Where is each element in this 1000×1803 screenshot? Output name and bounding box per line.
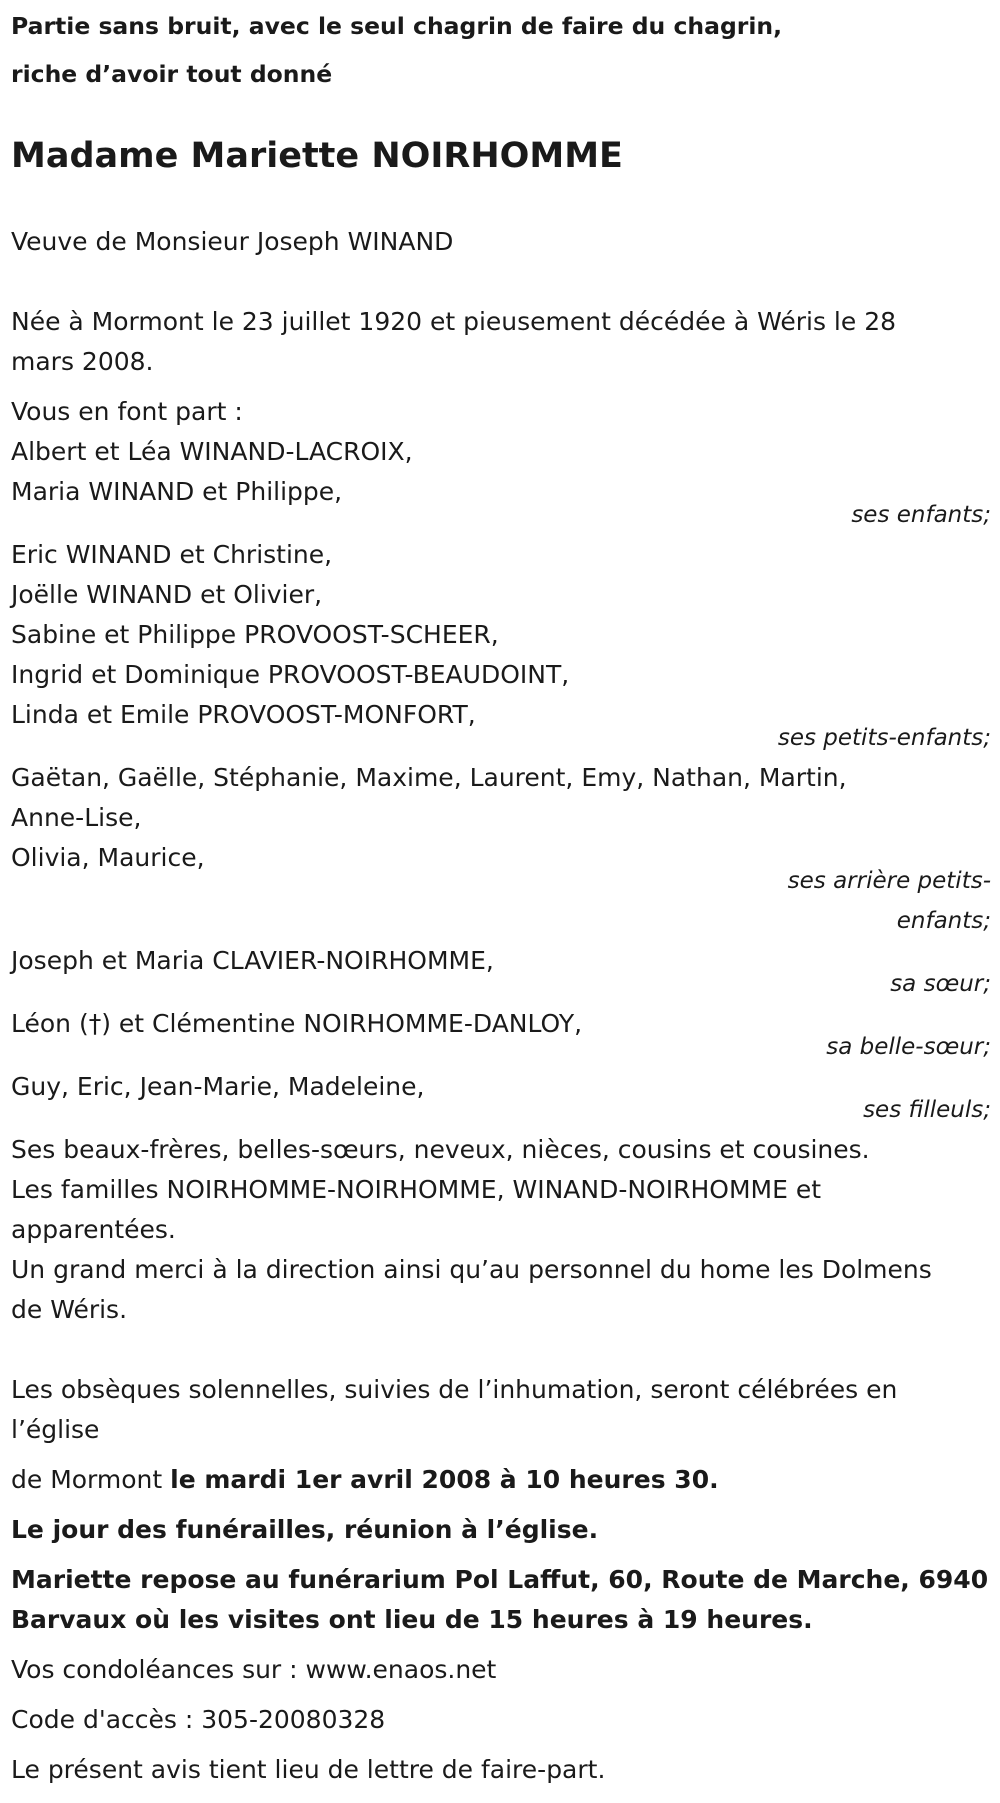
access-code: Code d'accès : 305-20080328 [11, 1705, 386, 1734]
family-line: Guy, Eric, Jean-Marie, Madeleine, [11, 1072, 425, 1101]
relation-label: ses petits-enfants; [777, 725, 991, 751]
funeral-date-time: le mardi 1er avril 2008 à 10 heures 30. [170, 1465, 719, 1494]
family-line: Sabine et Philippe PROVOOST-SCHEER, [11, 620, 499, 649]
relation-label: ses enfants; [851, 502, 991, 528]
family-line: Ingrid et Dominique PROVOOST-BEAUDOINT, [11, 660, 570, 689]
funeral-place: de Mormont [11, 1465, 171, 1494]
birth-death-line-1: Née à Mormont le 23 juillet 1920 et pieusement décédée à Wéris le 28 [11, 307, 897, 336]
condolences: Vos condoléances sur : www.enaos.net [11, 1655, 497, 1684]
family-line: Anne-Lise, [11, 803, 142, 832]
relation-label: ses filleuls; [863, 1097, 991, 1123]
widow-of: Veuve de Monsieur Joseph WINAND [11, 227, 454, 256]
epigraph-line-2: riche d’avoir tout donné [11, 60, 333, 88]
extended-family-line: de Wéris. [11, 1295, 128, 1324]
extended-family-line: Les familles NOIRHOMME-NOIRHOMME, WINAND-NOIRHOMME et [11, 1175, 822, 1204]
funeral-date-line [11, 1460, 719, 1500]
announcement-intro: Vous en font part : [11, 397, 243, 426]
extended-family-line: Un grand merci à la direction ainsi qu’au personnel du home les Dolmens [11, 1255, 932, 1284]
family-line: Eric WINAND et Christine, [11, 540, 333, 569]
family-line: Olivia, Maurice, [11, 843, 205, 872]
extended-family-line: apparentées. [11, 1215, 176, 1244]
relation-label: enfants; [896, 908, 991, 934]
birth-death-line-2: mars 2008. [11, 347, 154, 376]
family-line: Joseph et Maria CLAVIER-NOIRHOMME, [11, 946, 494, 975]
family-line: Gaëtan, Gaëlle, Stéphanie, Maxime, Laurent, Emy, Nathan, Martin, [11, 763, 847, 792]
relation-label: sa belle-sœur; [826, 1034, 991, 1060]
family-line: Maria WINAND et Philippe, [11, 477, 343, 506]
relation-label: ses arrière petits- [787, 868, 991, 894]
family-line: Léon (†) et Clémentine NOIRHOMME-DANLOY, [11, 1009, 583, 1038]
visitation-line-1: Mariette repose au funérarium Pol Laffut, 60, Route de Marche, 6940 [11, 1565, 989, 1594]
funeral-meeting: Le jour des funérailles, réunion à l’église. [11, 1515, 599, 1544]
epigraph-line-1: Partie sans bruit, avec le seul chagrin de faire du chagrin, [11, 12, 783, 40]
relation-label: sa sœur; [890, 971, 991, 997]
footer-note: Le présent avis tient lieu de lettre de faire-part. [11, 1755, 606, 1784]
funeral-intro-line-1: Les obsèques solennelles, suivies de l’inhumation, seront célébrées en [11, 1375, 898, 1404]
family-line: Linda et Emile PROVOOST-MONFORT, [11, 700, 476, 729]
family-line: Albert et Léa WINAND-LACROIX, [11, 437, 413, 466]
visitation-line-2: Barvaux où les visites ont lieu de 15 heures à 19 heures. [11, 1605, 813, 1634]
extended-family-line: Ses beaux-frères, belles-sœurs, neveux, nièces, cousins et cousines. [11, 1135, 870, 1164]
deceased-name: Madame Mariette NOIRHOMME [11, 136, 623, 176]
funeral-intro-line-2: l’église [11, 1415, 100, 1444]
family-line: Joëlle WINAND et Olivier, [11, 580, 323, 609]
